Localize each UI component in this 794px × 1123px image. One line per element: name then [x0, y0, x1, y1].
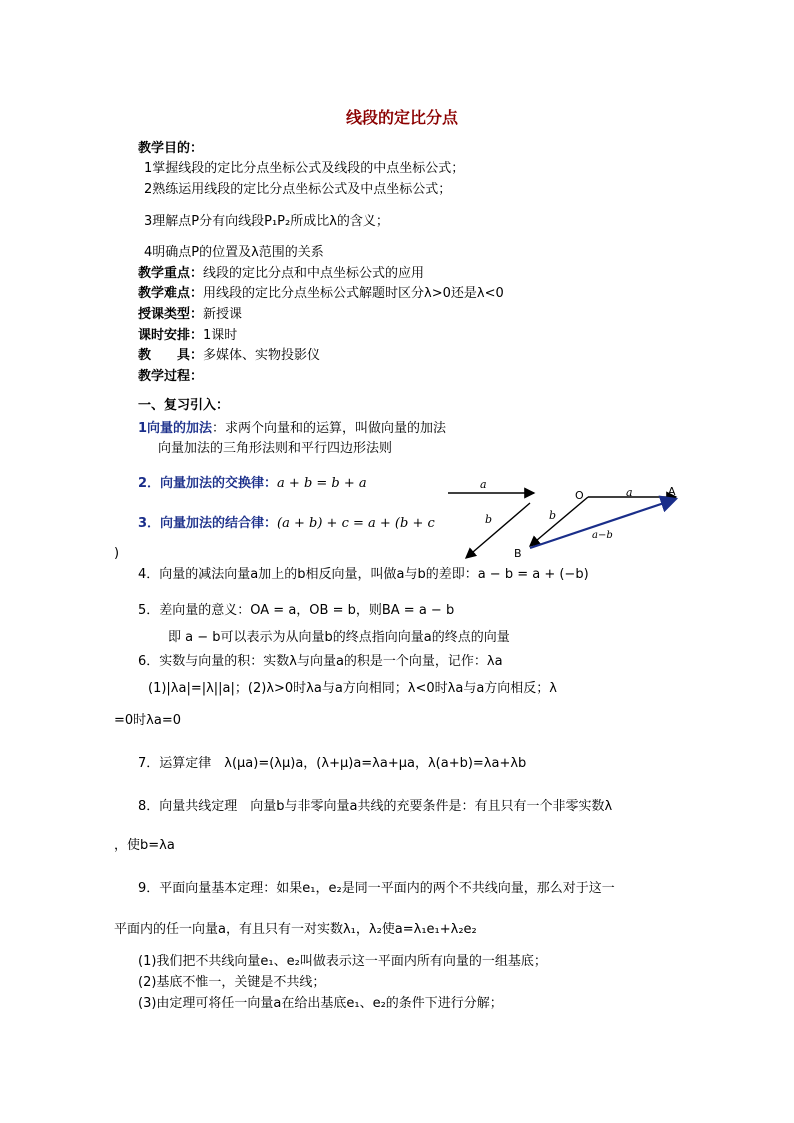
diagram-label-a-minus-b: a−b — [592, 530, 613, 541]
item-9-note-3: (3)由定理可将任一向量a在给出基底e₁、e₂的条件下进行分解； — [138, 996, 503, 1011]
item-2-formula: a + b = b + a — [277, 476, 367, 491]
item-9-b: 平面内的任一向量a，有且只有一对实数λ₁，λ₂使a=λ₁e₁+λ₂e₂ — [114, 922, 477, 937]
key-points-text: 线段的定比分点和中点坐标公式的应用 — [203, 266, 425, 281]
key-points-label: 教学重点： — [138, 266, 204, 281]
item-1-label: 1向量的加法 — [138, 421, 213, 436]
section1-heading: 一、复习引入： — [138, 398, 230, 413]
item-9: 9．平面向量基本定理：如果e₁，e₂是同一平面内的两个不共线向量，那么对于这一 — [138, 881, 615, 896]
objective-item-3: 3理解点P分有向线段P₁P₂所成比λ的含义； — [144, 214, 389, 229]
objectives-label: 教学目的： — [138, 141, 204, 156]
tools-label: 教 具： — [138, 348, 204, 363]
diagram-label-a2: a — [626, 486, 633, 499]
difficulty-label: 教学难点： — [138, 286, 204, 301]
process-label: 教学过程： — [138, 369, 204, 384]
diagram-label-a: A — [668, 485, 676, 498]
item-7: 7．运算定律 λ(μa)=(λμ)a，(λ+μ)a=λa+μa，λ(a+b)=λa+λb — [138, 756, 527, 771]
item-3-label: 3．向量加法的结合律： — [138, 516, 278, 531]
item-3-close: ) — [114, 546, 120, 561]
item-6: 6．实数与向量的积：实数λ与向量a的积是一个向量，记作：λa — [138, 654, 503, 669]
item-9-note-1: (1)我们把不共线向量e₁、e₂叫做表示这一平面内所有向量的一组基底； — [138, 954, 547, 969]
objective-item-2: 2熟练运用线段的定比分点坐标公式及中点坐标公式； — [144, 182, 452, 197]
objective-item-4: 4明确点P的位置及λ范围的关系 — [144, 245, 324, 260]
item-1-text: ：求两个向量和的运算，叫做向量的加法 — [212, 421, 447, 436]
diagram-label-b2: b — [549, 509, 557, 522]
item-2-label: 2．向量加法的交换律： — [138, 476, 278, 491]
item-3-formula: (a + b) + c = a + (b + c — [277, 516, 435, 531]
diagram-label-o: O — [575, 489, 584, 502]
page-title: 线段的定比分点 — [346, 108, 459, 127]
schedule-text: 1课时 — [203, 328, 238, 343]
lesson-type-text: 新授课 — [203, 307, 243, 322]
item-8: 8．向量共线定理 向量b与非零向量a共线的充要条件是：有且只有一个非零实数λ — [138, 799, 613, 814]
item-8-b: ，使b=λa — [114, 838, 175, 853]
diagram-label-a1: a — [480, 478, 487, 491]
item-9-note-2: (2)基底不惟一，关键是不共线； — [138, 975, 326, 990]
diagram-label-b1: b — [485, 513, 493, 526]
item-6-b: =0时λa=0 — [114, 713, 181, 728]
objective-item-1: 1掌握线段的定比分点坐标公式及线段的中点坐标公式； — [144, 161, 465, 176]
lesson-type-label: 授课类型： — [138, 307, 204, 322]
item-6-a: (1)|λa|=|λ||a|；(2)λ>0时λa与a方向相同；λ<0时λa与a方向相反；λ — [148, 681, 557, 696]
item-5-sub: 即 a − b可以表示为从向量b的终点指向向量a的终点的向量 — [168, 630, 510, 645]
tools-text: 多媒体、实物投影仪 — [203, 348, 321, 363]
item-1-sub: 向量加法的三角形法则和平行四边形法则 — [158, 441, 393, 456]
difficulty-text: 用线段的定比分点坐标公式解题时区分λ>0还是λ<0 — [203, 286, 504, 301]
diagram-label-b: B — [514, 547, 522, 560]
schedule-label: 课时安排： — [138, 328, 204, 343]
item-5: 5．差向量的意义：OA = a，OB = b，则BA = a − b — [138, 603, 455, 618]
item-4: 4．向量的减法向量a加上的b相反向量，叫做a与b的差即：a − b = a + (−b) — [138, 567, 589, 582]
